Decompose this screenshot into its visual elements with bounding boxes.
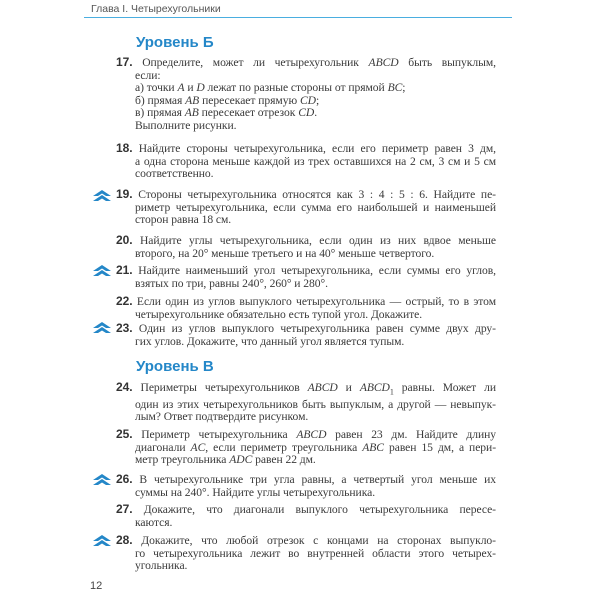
task-28: 28. Докажите, что любой отрезок с концами на сторонах выпукло- го четырехугольника лежит во внутренней области этого четырех- угольника. bbox=[116, 533, 496, 572]
difficulty-icon bbox=[93, 265, 111, 277]
chapter-header: Глава I. Четырехугольники bbox=[91, 3, 221, 15]
task-number: 24. bbox=[116, 380, 133, 394]
task-number: 23. bbox=[116, 321, 133, 335]
task-number: 19. bbox=[116, 187, 133, 201]
task-17: 17. Определите, может ли четырехугольник ABCD быть выпуклым, если: а) точки A и D лежат по разные стороны от прямой BC; б) прямая AB пересекает прямую CD; в) прямая AB пересекает отрезок CD. Выполните рисунки. bbox=[116, 55, 496, 132]
task-number: 21. bbox=[116, 263, 133, 277]
task-26: 26. В четырехугольнике три угла равны, а четвертый угол меньше их суммы на 240°. Найдите углы четырехугольника. bbox=[116, 472, 496, 499]
task-number: 25. bbox=[116, 427, 133, 441]
task-19: 19. Стороны четырехугольника относятся как 3 : 4 : 5 : 6. Найдите пе- риметр четырехугольника, если сумма его наибольшей и наименьшей сторон равна 18 см. bbox=[116, 187, 496, 226]
task-20: 20. Найдите углы четырехугольника, если один из них вдвое меньше второго, на 20° меньше третьего и на 40° меньше четвертого. bbox=[116, 233, 496, 260]
task-18: 18. Найдите стороны четырехугольника, если его периметр равен 3 дм, а одна сторона меньше каждой из трех оставшихся на 2 см, 3 см и 5 см соответственно. bbox=[116, 141, 496, 180]
task-number: 18. bbox=[116, 141, 133, 155]
task-number: 27. bbox=[116, 502, 133, 516]
task-number: 20. bbox=[116, 233, 133, 247]
difficulty-icon bbox=[93, 322, 111, 334]
level-b-heading: Уровень Б bbox=[136, 34, 214, 51]
difficulty-icon bbox=[93, 474, 111, 486]
task-24: 24. Периметры четырехугольников ABCD и $ABCD_1$ равны. Может ли один из этих четырехугольников быть выпуклым, а другой — невыпук- лым? Ответ подтвердите рисунком. bbox=[116, 380, 496, 424]
task-27: 27. Докажите, что диагонали выпуклого четырехугольника пересе- каются. bbox=[116, 502, 496, 529]
task-number: 28. bbox=[116, 533, 133, 547]
task-22: 22. Если один из углов выпуклого четырехугольника — острый, то в этом четырехугольнике обязательно есть тупой угол. Докажите. bbox=[116, 294, 496, 321]
level-v-heading: Уровень В bbox=[136, 358, 214, 375]
task-note: Выполните рисунки. bbox=[135, 118, 237, 132]
task-number: 26. bbox=[116, 472, 133, 486]
task-21: 21. Найдите наименьший угол четырехугольника, если суммы его углов, взятых по три, равны 240°, 260° и 280°. bbox=[116, 263, 496, 290]
task-25: 25. Периметр четырехугольника ABCD равен 23 дм. Найдите длину диагонали AC, если периметр треугольника ABC равен 15 дм, а пери- метр треугольника ADC равен 22 дм. bbox=[116, 427, 497, 466]
task-number: 22. bbox=[116, 294, 133, 308]
difficulty-icon bbox=[93, 190, 111, 202]
task-number: 17. bbox=[116, 55, 133, 69]
task-23: 23. Один из углов выпуклого четырехугольника равен сумме двух дру- гих углов. Докажите, что данный угол является тупым. bbox=[116, 321, 496, 348]
difficulty-icon bbox=[93, 535, 111, 547]
header-rule bbox=[84, 17, 512, 18]
page-number: 12 bbox=[90, 580, 103, 592]
